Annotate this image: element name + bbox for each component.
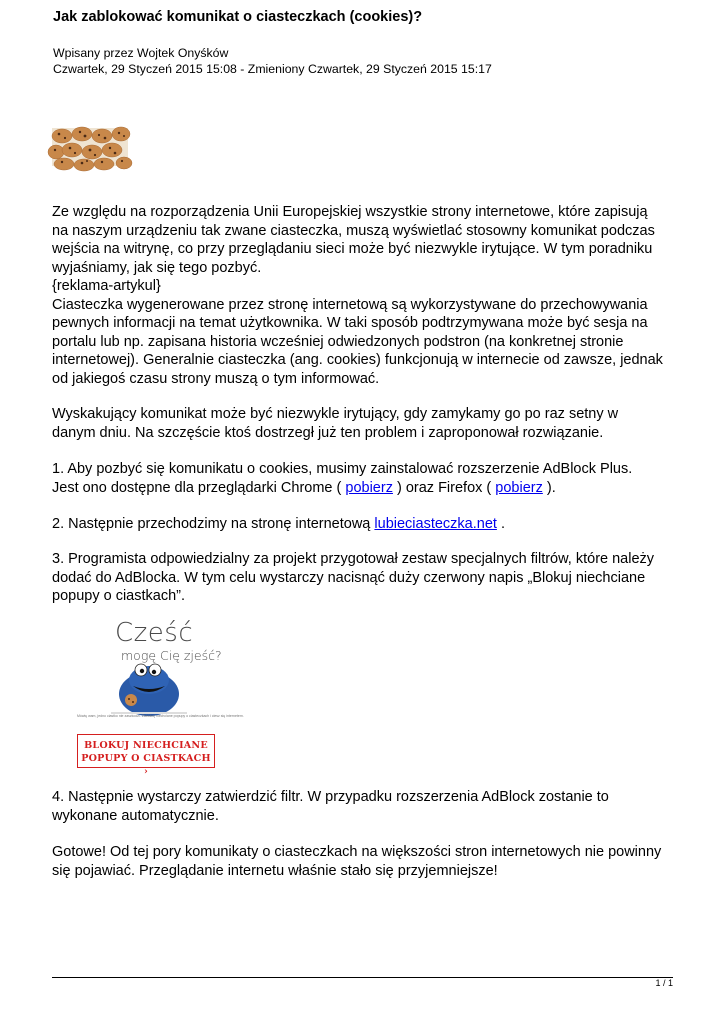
ad-placeholder-tag: {reklama-artykul} <box>52 278 161 294</box>
chrome-download-link[interactable]: pobierz <box>345 479 393 496</box>
step-3-paragraph <box>52 550 677 606</box>
intro-line: pewnych informacji na temat użytkownika. W taki sposób podtrzymywana może być sesja na <box>52 315 648 331</box>
block-cookie-popups-button[interactable] <box>77 734 215 777</box>
promo-subheading: mogę Cię zjeść? <box>121 648 222 663</box>
step-2-text: . <box>496 516 505 532</box>
step-1-text: ). <box>542 479 556 496</box>
cookies-photo-icon <box>52 128 128 166</box>
paragraph-line: dodać do AdBlocka. W tym celu wystarczy nacisnąć duży czerwony napis „Blokuj niechciane <box>52 569 646 586</box>
step-1-line: 1. Aby pozbyć się komunikatu o cookies, musimy zainstalować rozszerzenie AdBlock Plus. <box>52 461 633 477</box>
cookie-monster-icon <box>111 660 187 714</box>
promo-heading: Cześć <box>115 618 194 648</box>
button-line: BLOKUJ NIECHCIANE <box>84 740 208 751</box>
popup-annoyance-paragraph <box>52 405 677 442</box>
promo-caption: Mówię wam, jedno ciastko nie zaszkodzi. Zablokuj niechciane popupy o ciasteczkach i ciesz się internetem. <box>77 714 244 718</box>
step-2-paragraph <box>52 515 677 534</box>
intro-line: od jakiegoś czasu strony muszą o tym informować. <box>52 370 380 387</box>
paragraph-line: Wyskakujący komunikat może być niezwykle irytujący, gdy zamykamy go po raz setny w <box>52 406 619 422</box>
paragraph-line: wykonane automatycznie. <box>52 807 219 824</box>
button-line: POPUPY O CIASTKACH › <box>81 753 211 777</box>
step-1-paragraph <box>52 460 677 497</box>
intro-line: Ciasteczka wygenerowane przez stronę internetową są wykorzystywane do przechowywania <box>52 296 648 313</box>
paragraph-line: się pojawiać. Przeglądanie internetu właśnie stało się przyjemniejsze! <box>52 862 498 879</box>
intro-line: na naszym urządzeniu tak zwane ciasteczka, muszą wyświetlać stosowny komunikat podczas <box>52 222 655 239</box>
date-line: Czwartek, 29 Styczeń 2015 15:08 - Zmieniony Czwartek, 29 Styczeń 2015 15:17 <box>53 62 492 76</box>
lubieciasteczka-link[interactable]: lubieciasteczka.net <box>374 516 497 532</box>
cookie-monster-promo-image <box>73 610 244 780</box>
paragraph-line: 4. Następnie wystarczy zatwierdzić filtr. W przypadku rozszerzenia AdBlock zostanie to <box>52 789 609 805</box>
intro-line: wejścia na witrynę, co przy przeglądaniu sieci może być niezwykle irytujące. W tym poradniku <box>52 241 653 257</box>
paragraph-line: popupy o ciastkach”. <box>52 588 185 604</box>
intro-line: internetowej). Generalnie ciasteczka (ang. cookies) funkcjonują w internecie od zawsze, jednak <box>52 352 663 368</box>
paragraph-line: 3. Programista odpowiedzialny za projekt przygotował zestaw specjalnych filtrów, które należy <box>52 551 655 567</box>
intro-line: portalu lub np. zapisana historia wcześniej odwiedzonych podstron (na konkretnej stronie <box>52 333 624 350</box>
page-number: 1 / 1 <box>655 978 673 988</box>
article-title: Jak zablokować komunikat o ciasteczkach (cookies)? <box>53 9 423 25</box>
step-4-paragraph <box>52 788 677 825</box>
footer-divider <box>52 977 673 978</box>
step-2-text: 2. Następnie przechodzimy na stronę internetową <box>52 516 375 532</box>
intro-line: wyjaśniamy, jak się tego pozbyć. <box>52 259 262 276</box>
firefox-download-link[interactable]: pobierz <box>495 479 543 496</box>
intro-paragraph <box>52 203 677 388</box>
step-1-links-line <box>52 479 677 498</box>
paragraph-line: Gotowe! Od tej pory komunikaty o ciasteczkach na większości stron internetowych nie powinny <box>52 844 662 860</box>
conclusion-paragraph <box>52 843 677 880</box>
intro-line: Ze względu na rozporządzenia Unii Europejskiej wszystkie strony internetowe, które zapisują <box>52 204 648 220</box>
author-line: Wpisany przez Wojtek Onyśków <box>53 46 229 60</box>
paragraph-line: danym dniu. Na szczęście ktoś dostrzegł już ten problem i zaproponował rozwiązanie. <box>52 424 604 441</box>
cookies-image <box>52 128 128 166</box>
step-1-text: Jest ono dostępne dla przeglądarki Chrome ( <box>52 479 346 496</box>
step-1-text: ) oraz Firefox ( <box>392 479 496 496</box>
